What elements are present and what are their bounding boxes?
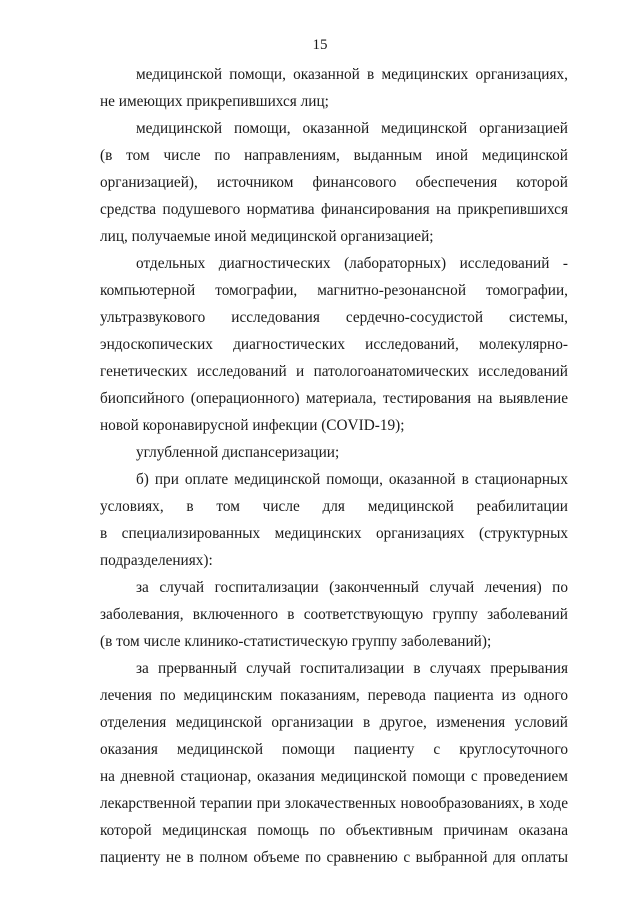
text-line: отделения медицинской организации в другое, изменения условий (100, 714, 568, 731)
text-line: за прерванный случай госпитализации в случаях прерывания (136, 660, 568, 677)
text-line: условиях, в том числе для медицинской реабилитации (100, 498, 568, 515)
text-line: новой коронавирусной инфекции (COVID-19); (100, 417, 405, 434)
text-line: генетических исследований и патологоанатомических исследований (100, 363, 568, 380)
text-line: медицинской помощи, оказанной в медицинских организациях, (136, 66, 568, 83)
paragraph (100, 115, 568, 250)
text-line: заболевания, включенного в соответствующую группу заболеваний (100, 606, 568, 623)
text-line: на дневной стационар, оказания медицинской помощи с проведением (100, 768, 568, 785)
text-line: организацией), источником финансового обеспечения которой (100, 174, 568, 191)
paragraph (100, 574, 568, 655)
text-line: компьютерной томографии, магнитно-резонансной томографии, (100, 282, 568, 299)
text-line: (в том числе по направлениям, выданным иной медицинской (100, 147, 568, 164)
text-line: биопсийного (операционного) материала, тестирования на выявление (100, 390, 568, 407)
text-line: углубленной диспансеризации; (136, 444, 340, 461)
text-line: (в том числе клинико-статистическую группу заболеваний); (100, 633, 492, 650)
text-line: ультразвукового исследования сердечно-сосудистой системы, (100, 309, 568, 326)
text-line: подразделениях): (100, 552, 213, 569)
text-line: лиц, получаемые иной медицинской организацией; (100, 228, 434, 245)
paragraph (100, 439, 568, 466)
paragraph (100, 655, 568, 871)
text-line: которой медицинская помощь по объективным причинам оказана (100, 822, 568, 839)
text-line: в специализированных медицинских организациях (структурных (100, 525, 568, 542)
text-line: средства подушевого норматива финансирования на прикрепившихся (100, 201, 568, 218)
document-body (100, 61, 568, 871)
page-number: 15 (312, 37, 328, 53)
paragraph (100, 61, 568, 115)
text-line: эндоскопических диагностических исследований, молекулярно- (100, 336, 568, 353)
text-line: не имеющих прикрепившихся лиц; (100, 93, 329, 110)
text-line: лекарственной терапии при злокачественных новообразованиях, в ходе (100, 795, 568, 812)
text-line: отдельных диагностических (лабораторных) исследований - (136, 255, 568, 272)
text-line: б) при оплате медицинской помощи, оказанной в стационарных (136, 471, 568, 488)
text-line: оказания медицинской помощи пациенту с круглосуточного (100, 741, 568, 758)
text-line: за случай госпитализации (законченный случай лечения) по (136, 579, 568, 596)
text-line: лечения по медицинским показаниям, перевода пациента из одного (100, 687, 568, 704)
paragraph (100, 250, 568, 439)
text-line: пациенту не в полном объеме по сравнению с выбранной для оплаты (100, 849, 568, 866)
paragraph (100, 466, 568, 574)
text-line: медицинской помощи, оказанной медицинской организацией (136, 120, 568, 137)
